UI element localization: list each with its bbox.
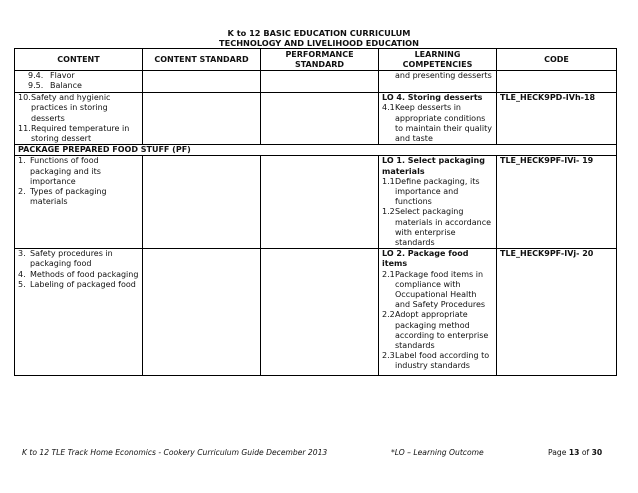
doc-subtitle: TECHNOLOGY AND LIVELIHOOD EDUCATION [219,38,419,48]
competency-item: 4.1 Keep desserts in appropriate conditions to maintain their quality and taste [382,103,492,143]
section-row [15,145,617,156]
col-header-performance-standard: PERFORMANCE STANDARD [261,49,379,71]
code-cell [497,93,617,145]
col-header-content-standard: CONTENT STANDARD [143,49,261,71]
col-header-learning-competencies: LEARNING COMPETENCIES [379,49,497,71]
competency-cell [379,156,497,249]
footer-lo-note: *LO – Learning Outcome [391,448,484,457]
content-standard-cell [143,156,261,249]
list-item: 9.5. Balance [28,81,82,91]
competency-item: 2.3 Label food according to industry standards [382,351,490,371]
code-cell [497,156,617,249]
list-item: 1. Functions of food packaging and its importance [18,156,101,186]
table-row [15,156,617,249]
list-item: 10. Safety and hygienic practices in storing desserts [18,93,111,123]
performance-standard-cell [261,71,379,93]
code-cell [497,71,617,93]
performance-standard-cell [261,249,379,376]
content-standard-cell [143,93,261,145]
table-header-row [15,49,617,71]
table-row [15,71,617,93]
list-item: 5. Labeling of packaged food [18,279,136,289]
content-cell [15,156,143,249]
content-standard-cell [143,249,261,376]
competency-cell: and presenting desserts [379,71,497,93]
curriculum-table [14,48,617,376]
competency-code: TLE_HECK9PD-IVh-18 [500,93,596,103]
content-cell [15,249,143,376]
competency-code: TLE_HECK9PF-IVi- 19 [500,156,594,166]
col-header-content: CONTENT [15,49,143,71]
col-header-code: CODE [497,49,617,71]
competency-code: TLE_HECK9PF-IVj- 20 [500,249,594,259]
list-item: 3. Safety procedures in packaging food [18,249,113,269]
list-item: 4. Methods of food packaging [18,269,139,279]
code-cell [497,249,617,376]
learning-outcome: LO 1. Select packaging materials [382,156,485,176]
performance-standard-cell [261,93,379,145]
competency-item: 1.1 Define packaging, its importance and functions [382,176,480,207]
table-row [15,93,617,145]
page-number: Page 13 of 30 [548,448,603,457]
content-standard-cell [143,71,261,93]
competency-cell [379,93,497,145]
list-item: 2. Types of packaging materials [18,187,107,207]
competency-item: 2.1 Package food items in compliance with Occupational Health and Safety Procedures [382,269,486,310]
list-item: 11. Required temperature in storing dessert [18,123,130,143]
competency-cell [379,249,497,376]
content-cell [15,93,143,145]
competency-item: 2.2 Adopt appropriate packaging method according to enterprise standards [382,310,489,351]
doc-title: K to 12 BASIC EDUCATION CURRICULUM [227,28,411,38]
performance-standard-cell [261,156,379,249]
footer-guide-title: K to 12 TLE Track Home Economics - Cookery Curriculum Guide December 2013 [22,448,328,457]
competency-item: 1.2 Select packaging materials in accordance with enterprise standards [382,207,492,248]
table-row [15,249,617,376]
section-title: PACKAGE PREPARED FOOD STUFF (PF) [15,145,617,156]
learning-outcome: LO 4. Storing desserts [382,93,483,103]
learning-outcome: LO 2. Package food items [382,249,469,269]
list-item: 9.4. Flavor [28,71,75,81]
content-cell [15,71,143,93]
